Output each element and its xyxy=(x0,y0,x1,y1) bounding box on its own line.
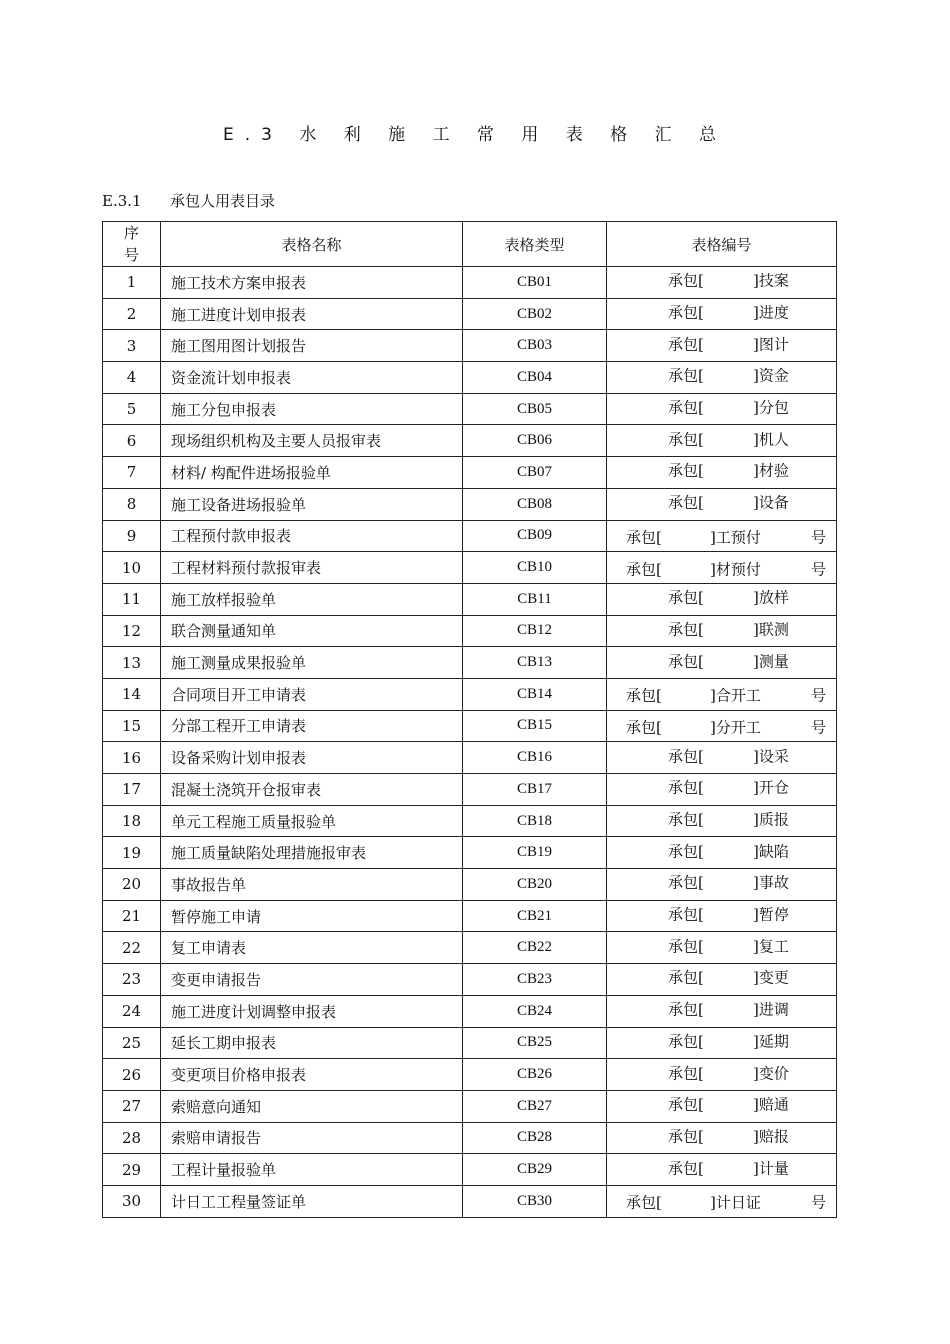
row-type: CB02 xyxy=(463,298,607,330)
row-seq: 18 xyxy=(103,805,161,837)
row-name-text: 施工放样报验单 xyxy=(171,590,277,609)
row-code-suffix: 号 xyxy=(810,686,826,705)
row-code-wrap xyxy=(607,521,836,552)
row-code-wrap xyxy=(607,964,836,995)
table-row xyxy=(103,932,837,964)
row-type: CB16 xyxy=(463,742,607,774)
table-row xyxy=(103,678,837,710)
header-seq xyxy=(103,222,161,267)
row-name-text: 暂停施工申请 xyxy=(171,907,262,926)
row-code-prefix: 承包[ xyxy=(668,620,704,639)
row-name xyxy=(161,710,463,742)
row-name-text: 变更项目价格申报表 xyxy=(171,1066,307,1085)
row-code xyxy=(607,615,837,647)
row-name-text: 索赔申请报告 xyxy=(171,1129,262,1148)
row-code xyxy=(607,457,837,489)
row-seq: 9 xyxy=(103,520,161,552)
table-row xyxy=(103,774,837,806)
table-row xyxy=(103,647,837,679)
row-code xyxy=(607,964,837,996)
table-row xyxy=(103,805,837,837)
row-code-abbrev: ]图计 xyxy=(753,335,789,354)
row-name xyxy=(161,900,463,932)
row-type: CB05 xyxy=(463,393,607,425)
row-code-wrap xyxy=(607,616,836,647)
row-code-prefix: 承包[ xyxy=(626,1193,662,1212)
header-name: 表格名称 xyxy=(161,222,463,267)
row-seq: 27 xyxy=(103,1090,161,1122)
row-type: CB28 xyxy=(463,1122,607,1154)
row-code-abbrev: ]进调 xyxy=(753,1000,789,1019)
row-name-text: 合同项目开工申请表 xyxy=(171,685,307,704)
row-seq: 8 xyxy=(103,488,161,520)
table-row xyxy=(103,1122,837,1154)
row-code-abbrev: ]设备 xyxy=(753,493,789,512)
row-code xyxy=(607,520,837,552)
row-code-wrap xyxy=(607,1091,836,1122)
row-seq: 30 xyxy=(103,1185,161,1217)
row-code-wrap xyxy=(607,1123,836,1154)
row-code-abbrev: ]材预付 xyxy=(710,560,761,579)
row-code-abbrev: ]变更 xyxy=(753,968,789,987)
row-type: CB22 xyxy=(463,932,607,964)
row-name xyxy=(161,488,463,520)
row-type: CB03 xyxy=(463,330,607,362)
table-row xyxy=(103,362,837,394)
row-name xyxy=(161,774,463,806)
section-title: 承包人用表目录 xyxy=(170,192,276,210)
row-code-abbrev: ]进度 xyxy=(753,303,789,322)
row-seq: 20 xyxy=(103,869,161,901)
row-seq: 23 xyxy=(103,964,161,996)
row-type: CB30 xyxy=(463,1185,607,1217)
row-code-prefix: 承包[ xyxy=(668,968,704,987)
row-code xyxy=(607,552,837,584)
row-code xyxy=(607,362,837,394)
row-name xyxy=(161,1059,463,1091)
row-code xyxy=(607,805,837,837)
row-code-prefix: 承包[ xyxy=(668,303,704,322)
row-code-prefix: 承包[ xyxy=(668,493,704,512)
row-name xyxy=(161,1027,463,1059)
row-type: CB20 xyxy=(463,869,607,901)
row-code-wrap xyxy=(607,425,836,456)
row-code-wrap xyxy=(607,1186,836,1217)
row-name xyxy=(161,552,463,584)
row-code xyxy=(607,1154,837,1186)
row-code xyxy=(607,869,837,901)
row-name xyxy=(161,362,463,394)
table-row xyxy=(103,393,837,425)
row-code-wrap xyxy=(607,837,836,868)
row-code-prefix: 承包[ xyxy=(668,842,704,861)
row-code-prefix: 承包[ xyxy=(668,1063,704,1082)
row-name xyxy=(161,457,463,489)
row-code-wrap xyxy=(607,362,836,393)
row-name-text: 复工申请表 xyxy=(171,939,247,958)
table-row xyxy=(103,900,837,932)
row-code-prefix: 承包[ xyxy=(668,747,704,766)
row-seq: 17 xyxy=(103,774,161,806)
row-code-prefix: 承包[ xyxy=(668,366,704,385)
row-type: CB14 xyxy=(463,678,607,710)
row-code-wrap xyxy=(607,996,836,1027)
section-heading xyxy=(102,190,275,211)
row-code-abbrev: ]赔通 xyxy=(753,1095,789,1114)
row-code-wrap xyxy=(607,932,836,963)
row-code-wrap xyxy=(607,679,836,710)
row-code xyxy=(607,1090,837,1122)
row-code-prefix: 承包[ xyxy=(668,461,704,480)
table-header-row xyxy=(103,222,837,267)
row-code-suffix: 号 xyxy=(810,560,826,579)
row-code-prefix: 承包[ xyxy=(668,937,704,956)
row-code-abbrev: ]设采 xyxy=(753,747,789,766)
row-code-abbrev: ]计量 xyxy=(753,1158,789,1177)
row-name xyxy=(161,869,463,901)
row-code-prefix: 承包[ xyxy=(668,271,704,290)
row-code-abbrev: ]延期 xyxy=(753,1032,789,1051)
row-code-wrap xyxy=(607,869,836,900)
table-row xyxy=(103,1154,837,1186)
row-type: CB25 xyxy=(463,1027,607,1059)
row-code-abbrev: ]复工 xyxy=(753,937,789,956)
row-seq: 7 xyxy=(103,457,161,489)
row-code-abbrev: ]放样 xyxy=(753,588,789,607)
row-code-wrap xyxy=(607,489,836,520)
row-type: CB11 xyxy=(463,583,607,615)
row-name xyxy=(161,1185,463,1217)
row-code-prefix: 承包[ xyxy=(668,905,704,924)
row-code-prefix: 承包[ xyxy=(668,873,704,892)
row-name-text: 联合测量通知单 xyxy=(171,622,277,641)
row-code-wrap xyxy=(607,267,836,298)
row-name-text: 施工质量缺陷处理措施报审表 xyxy=(171,844,367,863)
row-code-prefix: 承包[ xyxy=(668,430,704,449)
row-type: CB21 xyxy=(463,900,607,932)
row-name-text: 工程预付款申报表 xyxy=(171,527,292,546)
row-name xyxy=(161,647,463,679)
table-row xyxy=(103,995,837,1027)
row-seq: 2 xyxy=(103,298,161,330)
row-code xyxy=(607,995,837,1027)
row-name xyxy=(161,742,463,774)
row-name xyxy=(161,805,463,837)
table-row xyxy=(103,298,837,330)
row-name xyxy=(161,1122,463,1154)
row-type: CB06 xyxy=(463,425,607,457)
header-code: 表格编号 xyxy=(607,222,837,267)
row-code-abbrev: ]技案 xyxy=(753,271,789,290)
row-name xyxy=(161,678,463,710)
forms-table xyxy=(102,221,837,1218)
row-code-abbrev: ]暂停 xyxy=(753,905,789,924)
row-seq: 19 xyxy=(103,837,161,869)
row-type: CB18 xyxy=(463,805,607,837)
row-seq: 1 xyxy=(103,267,161,299)
table-row xyxy=(103,520,837,552)
row-type: CB12 xyxy=(463,615,607,647)
row-seq: 29 xyxy=(103,1154,161,1186)
row-code-prefix: 承包[ xyxy=(626,560,662,579)
row-name xyxy=(161,932,463,964)
row-code-prefix: 承包[ xyxy=(668,1000,704,1019)
row-name-text: 资金流计划申报表 xyxy=(171,368,292,387)
row-seq: 11 xyxy=(103,583,161,615)
row-name xyxy=(161,837,463,869)
row-code-prefix: 承包[ xyxy=(626,718,662,737)
row-code xyxy=(607,583,837,615)
row-type: CB27 xyxy=(463,1090,607,1122)
row-code-abbrev: ]测量 xyxy=(753,651,789,670)
row-name-text: 工程材料预付款报审表 xyxy=(171,559,322,578)
row-code-wrap xyxy=(607,742,836,773)
row-type: CB07 xyxy=(463,457,607,489)
table-row xyxy=(103,1027,837,1059)
row-code-prefix: 承包[ xyxy=(668,1158,704,1177)
row-code-wrap xyxy=(607,774,836,805)
row-type: CB15 xyxy=(463,710,607,742)
row-code xyxy=(607,425,837,457)
row-name-text: 索赔意向通知 xyxy=(171,1097,262,1116)
row-seq: 13 xyxy=(103,647,161,679)
row-code-abbrev: ]分包 xyxy=(753,398,789,417)
row-name xyxy=(161,1090,463,1122)
row-code xyxy=(607,1059,837,1091)
row-seq: 14 xyxy=(103,678,161,710)
row-seq: 16 xyxy=(103,742,161,774)
table-body xyxy=(103,267,837,1218)
row-code xyxy=(607,900,837,932)
row-seq: 3 xyxy=(103,330,161,362)
row-seq: 21 xyxy=(103,900,161,932)
row-code xyxy=(607,330,837,362)
row-code xyxy=(607,1185,837,1217)
row-name xyxy=(161,1154,463,1186)
row-name-text: 计日工工程量签证单 xyxy=(171,1192,307,1211)
table-row xyxy=(103,837,837,869)
row-name xyxy=(161,330,463,362)
row-name-text: 分部工程开工申请表 xyxy=(171,717,307,736)
row-code-prefix: 承包[ xyxy=(668,1032,704,1051)
row-seq: 26 xyxy=(103,1059,161,1091)
row-type: CB26 xyxy=(463,1059,607,1091)
table-row xyxy=(103,1059,837,1091)
row-code-abbrev: ]质报 xyxy=(753,810,789,829)
row-code xyxy=(607,932,837,964)
row-code-abbrev: ]材验 xyxy=(753,461,789,480)
table-row xyxy=(103,488,837,520)
row-code-suffix: 号 xyxy=(810,718,826,737)
row-code xyxy=(607,1122,837,1154)
table-row xyxy=(103,330,837,362)
row-type: CB23 xyxy=(463,964,607,996)
table-row xyxy=(103,1185,837,1217)
row-code xyxy=(607,774,837,806)
row-code xyxy=(607,710,837,742)
row-name-text: 施工设备进场报验单 xyxy=(171,495,307,514)
row-name-text: 现场组织机构及主要人员报审表 xyxy=(171,432,382,451)
row-code-prefix: 承包[ xyxy=(668,335,704,354)
row-seq: 10 xyxy=(103,552,161,584)
row-name-text: 变更申请报告 xyxy=(171,970,262,989)
row-type: CB19 xyxy=(463,837,607,869)
row-code-wrap xyxy=(607,584,836,615)
row-name-text: 施工图用图计划报告 xyxy=(171,337,307,356)
row-name-text: 施工分包申报表 xyxy=(171,400,277,419)
row-type: CB01 xyxy=(463,267,607,299)
row-name xyxy=(161,583,463,615)
row-seq: 6 xyxy=(103,425,161,457)
row-code xyxy=(607,742,837,774)
row-code-abbrev: ]缺陷 xyxy=(753,842,789,861)
table-row xyxy=(103,710,837,742)
row-code-suffix: 号 xyxy=(810,1193,826,1212)
row-seq: 5 xyxy=(103,393,161,425)
row-name xyxy=(161,520,463,552)
row-type: CB13 xyxy=(463,647,607,679)
row-type: CB29 xyxy=(463,1154,607,1186)
row-seq: 12 xyxy=(103,615,161,647)
row-name xyxy=(161,964,463,996)
row-name-text: 施工进度计划调整申报表 xyxy=(171,1002,337,1021)
row-type: CB17 xyxy=(463,774,607,806)
row-code xyxy=(607,393,837,425)
row-code-abbrev: ]事故 xyxy=(753,873,789,892)
row-name xyxy=(161,393,463,425)
table-row xyxy=(103,425,837,457)
row-code xyxy=(607,267,837,299)
row-code-prefix: 承包[ xyxy=(668,588,704,607)
row-name-text: 单元工程施工质量报验单 xyxy=(171,812,337,831)
row-name xyxy=(161,615,463,647)
row-code-suffix: 号 xyxy=(810,528,826,547)
row-code-abbrev: ]计日证 xyxy=(710,1193,761,1212)
table-row xyxy=(103,1090,837,1122)
row-name xyxy=(161,298,463,330)
row-code-prefix: 承包[ xyxy=(668,1095,704,1114)
row-code-abbrev: ]赔报 xyxy=(753,1127,789,1146)
row-type: CB24 xyxy=(463,995,607,1027)
row-code-abbrev: ]资金 xyxy=(753,366,789,385)
row-code-abbrev: ]开仓 xyxy=(753,778,789,797)
table-row xyxy=(103,964,837,996)
row-seq: 4 xyxy=(103,362,161,394)
row-code xyxy=(607,647,837,679)
row-type: CB10 xyxy=(463,552,607,584)
row-seq: 25 xyxy=(103,1027,161,1059)
row-name-text: 施工技术方案申报表 xyxy=(171,273,307,292)
row-name-text: 工程计量报验单 xyxy=(171,1161,277,1180)
row-code-abbrev: ]工预付 xyxy=(710,528,761,547)
table-row xyxy=(103,552,837,584)
section-number: E.3.1 xyxy=(102,192,142,210)
row-code-wrap xyxy=(607,394,836,425)
row-code-prefix: 承包[ xyxy=(668,651,704,670)
row-code-prefix: 承包[ xyxy=(626,686,662,705)
row-seq: 22 xyxy=(103,932,161,964)
row-name-text: 设备采购计划申报表 xyxy=(171,749,307,768)
row-code-abbrev: ]合开工 xyxy=(710,686,761,705)
row-code-abbrev: ]分开工 xyxy=(710,718,761,737)
header-type: 表格类型 xyxy=(463,222,607,267)
row-code-abbrev: ]机人 xyxy=(753,430,789,449)
row-code-wrap xyxy=(607,457,836,488)
row-name-text: 延长工期申报表 xyxy=(171,1034,277,1053)
row-seq: 24 xyxy=(103,995,161,1027)
header-seq-label: 序号 xyxy=(124,224,140,264)
row-code xyxy=(607,488,837,520)
table-row xyxy=(103,457,837,489)
row-name-text: 混凝土浇筑开仓报审表 xyxy=(171,780,322,799)
row-code-prefix: 承包[ xyxy=(626,528,662,547)
row-name-text: 材料/ 构配件进场报验单 xyxy=(171,463,331,482)
row-name xyxy=(161,425,463,457)
row-code-wrap xyxy=(607,299,836,330)
row-code-wrap xyxy=(607,552,836,583)
row-code-wrap xyxy=(607,711,836,742)
table-row xyxy=(103,869,837,901)
row-name xyxy=(161,995,463,1027)
row-code-wrap xyxy=(607,1028,836,1059)
row-code-prefix: 承包[ xyxy=(668,810,704,829)
page-title: E.3 水 利 施 工 常 用 表 格 汇 总 xyxy=(223,125,727,145)
row-code-prefix: 承包[ xyxy=(668,778,704,797)
row-code-wrap xyxy=(607,330,836,361)
table-row xyxy=(103,742,837,774)
row-code-wrap xyxy=(607,1154,836,1185)
row-code-prefix: 承包[ xyxy=(668,1127,704,1146)
row-code-wrap xyxy=(607,901,836,932)
row-code-prefix: 承包[ xyxy=(668,398,704,417)
row-code-wrap xyxy=(607,1059,836,1090)
row-name-text: 事故报告单 xyxy=(171,875,247,894)
table-row xyxy=(103,583,837,615)
row-code-abbrev: ]联测 xyxy=(753,620,789,639)
row-code-abbrev: ]变价 xyxy=(753,1063,789,1082)
table-row xyxy=(103,615,837,647)
row-name-text: 施工进度计划申报表 xyxy=(171,305,307,324)
table-row xyxy=(103,267,837,299)
row-name xyxy=(161,267,463,299)
row-code xyxy=(607,1027,837,1059)
row-seq: 28 xyxy=(103,1122,161,1154)
row-type: CB09 xyxy=(463,520,607,552)
row-name-text: 施工测量成果报验单 xyxy=(171,654,307,673)
row-type: CB08 xyxy=(463,488,607,520)
row-code-wrap xyxy=(607,806,836,837)
row-code xyxy=(607,678,837,710)
row-code-wrap xyxy=(607,647,836,678)
row-code xyxy=(607,298,837,330)
row-type: CB04 xyxy=(463,362,607,394)
row-code xyxy=(607,837,837,869)
row-seq: 15 xyxy=(103,710,161,742)
